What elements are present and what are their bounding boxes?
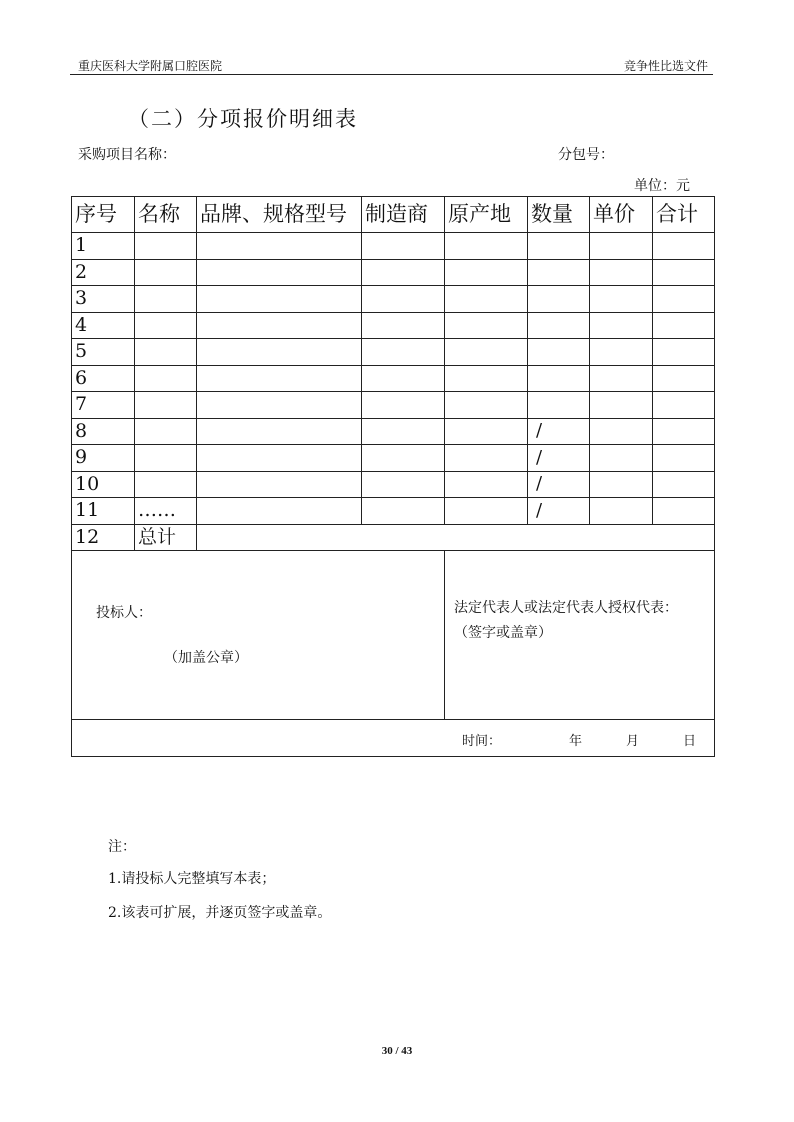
item-name-cell[interactable] bbox=[135, 312, 197, 339]
manufacturer-cell[interactable] bbox=[362, 233, 445, 260]
origin-cell[interactable] bbox=[445, 498, 528, 525]
table-row bbox=[72, 312, 715, 339]
year-label: 年 bbox=[569, 734, 583, 749]
column-header: 原产地 bbox=[445, 197, 528, 233]
column-header: 名称 bbox=[135, 197, 197, 233]
manufacturer-cell[interactable] bbox=[362, 339, 445, 366]
quantity-cell[interactable] bbox=[528, 286, 590, 313]
subtotal-cell[interactable] bbox=[653, 392, 715, 419]
item-name-cell[interactable] bbox=[135, 339, 197, 366]
item-name-cell[interactable] bbox=[135, 259, 197, 286]
subtotal-cell[interactable] bbox=[653, 471, 715, 498]
manufacturer-cell[interactable] bbox=[362, 392, 445, 419]
quantity-cell[interactable]: / bbox=[528, 498, 590, 525]
brand-model-cell[interactable] bbox=[197, 471, 362, 498]
subtotal-cell[interactable] bbox=[653, 259, 715, 286]
origin-cell[interactable] bbox=[445, 286, 528, 313]
manufacturer-cell[interactable] bbox=[362, 286, 445, 313]
subtotal-cell[interactable] bbox=[653, 365, 715, 392]
item-name-cell[interactable] bbox=[135, 233, 197, 260]
origin-cell[interactable] bbox=[445, 312, 528, 339]
date-row bbox=[72, 720, 715, 757]
note-item: 2.该表可扩展，并逐页签字或盖章。 bbox=[108, 905, 332, 921]
quantity-cell[interactable] bbox=[528, 259, 590, 286]
row-number: 10 bbox=[72, 471, 135, 498]
row-number: 12 bbox=[72, 524, 135, 551]
page-number: 30 / 43 bbox=[381, 1045, 413, 1057]
row-number: 1 bbox=[72, 233, 135, 260]
item-name-cell[interactable] bbox=[135, 418, 197, 445]
header-divider bbox=[70, 74, 713, 75]
section-title: （二）分项报价明细表 bbox=[128, 107, 358, 131]
legal-rep-signature-box[interactable] bbox=[445, 551, 715, 720]
origin-cell[interactable] bbox=[445, 233, 528, 260]
quantity-cell[interactable]: / bbox=[528, 445, 590, 472]
total-amount-cell[interactable] bbox=[197, 524, 715, 551]
project-name-label: 采购项目名称： bbox=[78, 147, 176, 163]
signature-hint: （签字或盖章） bbox=[454, 625, 552, 641]
brand-model-cell[interactable] bbox=[197, 259, 362, 286]
row-number: 5 bbox=[72, 339, 135, 366]
item-name-cell[interactable]: …… bbox=[135, 498, 197, 525]
row-number: 9 bbox=[72, 445, 135, 472]
day-label: 日 bbox=[683, 734, 697, 749]
manufacturer-cell[interactable] bbox=[362, 365, 445, 392]
row-number: 6 bbox=[72, 365, 135, 392]
subtotal-cell[interactable] bbox=[653, 312, 715, 339]
currency-unit-label: 单位：元 bbox=[634, 178, 690, 194]
origin-cell[interactable] bbox=[445, 365, 528, 392]
table-header-row bbox=[72, 197, 715, 233]
brand-model-cell[interactable] bbox=[197, 418, 362, 445]
quantity-cell[interactable] bbox=[528, 339, 590, 366]
item-name-cell[interactable] bbox=[135, 471, 197, 498]
item-name-cell[interactable] bbox=[135, 392, 197, 419]
notes-title: 注： bbox=[108, 839, 136, 855]
quantity-cell[interactable] bbox=[528, 233, 590, 260]
manufacturer-cell[interactable] bbox=[362, 445, 445, 472]
column-header: 合计 bbox=[653, 197, 715, 233]
unit-price-cell[interactable] bbox=[590, 418, 653, 445]
table-row bbox=[72, 365, 715, 392]
item-name-cell[interactable] bbox=[135, 445, 197, 472]
table-row bbox=[72, 339, 715, 366]
unit-price-cell[interactable] bbox=[590, 286, 653, 313]
row-number: 3 bbox=[72, 286, 135, 313]
brand-model-cell[interactable] bbox=[197, 312, 362, 339]
column-header: 数量 bbox=[528, 197, 590, 233]
item-name-cell[interactable] bbox=[135, 365, 197, 392]
manufacturer-cell[interactable] bbox=[362, 259, 445, 286]
seal-hint: （加盖公章） bbox=[164, 650, 248, 666]
column-header: 品牌、规格型号 bbox=[197, 197, 362, 233]
row-number: 8 bbox=[72, 418, 135, 445]
table-row bbox=[72, 286, 715, 313]
note-item: 1.请投标人完整填写本表； bbox=[108, 871, 276, 887]
subtotal-cell[interactable] bbox=[653, 233, 715, 260]
time-label: 时间： bbox=[462, 734, 502, 749]
table-row bbox=[72, 392, 715, 419]
unit-price-cell[interactable] bbox=[590, 339, 653, 366]
total-row bbox=[72, 524, 715, 551]
manufacturer-cell[interactable] bbox=[362, 498, 445, 525]
header-document-type: 竞争性比选文件 bbox=[623, 59, 708, 73]
subtotal-cell[interactable] bbox=[653, 418, 715, 445]
manufacturer-cell[interactable] bbox=[362, 471, 445, 498]
unit-price-cell[interactable] bbox=[590, 445, 653, 472]
quotation-table bbox=[71, 196, 715, 757]
bidder-label: 投标人： bbox=[96, 605, 152, 621]
unit-price-cell[interactable] bbox=[590, 365, 653, 392]
total-label: 总计 bbox=[135, 524, 197, 551]
origin-cell[interactable] bbox=[445, 339, 528, 366]
package-number-label: 分包号： bbox=[558, 147, 614, 163]
origin-cell[interactable] bbox=[445, 471, 528, 498]
unit-price-cell[interactable] bbox=[590, 471, 653, 498]
table-row bbox=[72, 233, 715, 260]
column-header: 序号 bbox=[72, 197, 135, 233]
origin-cell[interactable] bbox=[445, 418, 528, 445]
row-number: 2 bbox=[72, 259, 135, 286]
table-row bbox=[72, 259, 715, 286]
unit-price-cell[interactable] bbox=[590, 392, 653, 419]
quantity-cell[interactable]: / bbox=[528, 418, 590, 445]
brand-model-cell[interactable] bbox=[197, 392, 362, 419]
table-row bbox=[72, 498, 715, 525]
table-row bbox=[72, 445, 715, 472]
table-row bbox=[72, 418, 715, 445]
date-cell[interactable] bbox=[72, 720, 715, 757]
unit-price-cell[interactable] bbox=[590, 498, 653, 525]
brand-model-cell[interactable] bbox=[197, 286, 362, 313]
bidder-signature-box[interactable] bbox=[72, 551, 445, 720]
unit-price-cell[interactable] bbox=[590, 233, 653, 260]
subtotal-cell[interactable] bbox=[653, 339, 715, 366]
origin-cell[interactable] bbox=[445, 445, 528, 472]
unit-price-cell[interactable] bbox=[590, 312, 653, 339]
manufacturer-cell[interactable] bbox=[362, 418, 445, 445]
quantity-cell[interactable] bbox=[528, 392, 590, 419]
quantity-cell[interactable]: / bbox=[528, 471, 590, 498]
item-name-cell[interactable] bbox=[135, 286, 197, 313]
table-row bbox=[72, 471, 715, 498]
row-number: 7 bbox=[72, 392, 135, 419]
unit-price-cell[interactable] bbox=[590, 259, 653, 286]
subtotal-cell[interactable] bbox=[653, 286, 715, 313]
quantity-cell[interactable] bbox=[528, 312, 590, 339]
manufacturer-cell[interactable] bbox=[362, 312, 445, 339]
row-number: 4 bbox=[72, 312, 135, 339]
row-number: 11 bbox=[72, 498, 135, 525]
signature-row bbox=[72, 551, 715, 720]
header-institution: 重庆医科大学附属口腔医院 bbox=[78, 59, 223, 73]
subtotal-cell[interactable] bbox=[653, 498, 715, 525]
origin-cell[interactable] bbox=[445, 259, 528, 286]
brand-model-cell[interactable] bbox=[197, 339, 362, 366]
column-header: 制造商 bbox=[362, 197, 445, 233]
brand-model-cell[interactable] bbox=[197, 365, 362, 392]
quantity-cell[interactable] bbox=[528, 365, 590, 392]
brand-model-cell[interactable] bbox=[197, 233, 362, 260]
column-header: 单价 bbox=[590, 197, 653, 233]
subtotal-cell[interactable] bbox=[653, 445, 715, 472]
brand-model-cell[interactable] bbox=[197, 498, 362, 525]
origin-cell[interactable] bbox=[445, 392, 528, 419]
month-label: 月 bbox=[626, 734, 640, 749]
brand-model-cell[interactable] bbox=[197, 445, 362, 472]
legal-representative-label: 法定代表人或法定代表人授权代表： bbox=[454, 600, 678, 616]
